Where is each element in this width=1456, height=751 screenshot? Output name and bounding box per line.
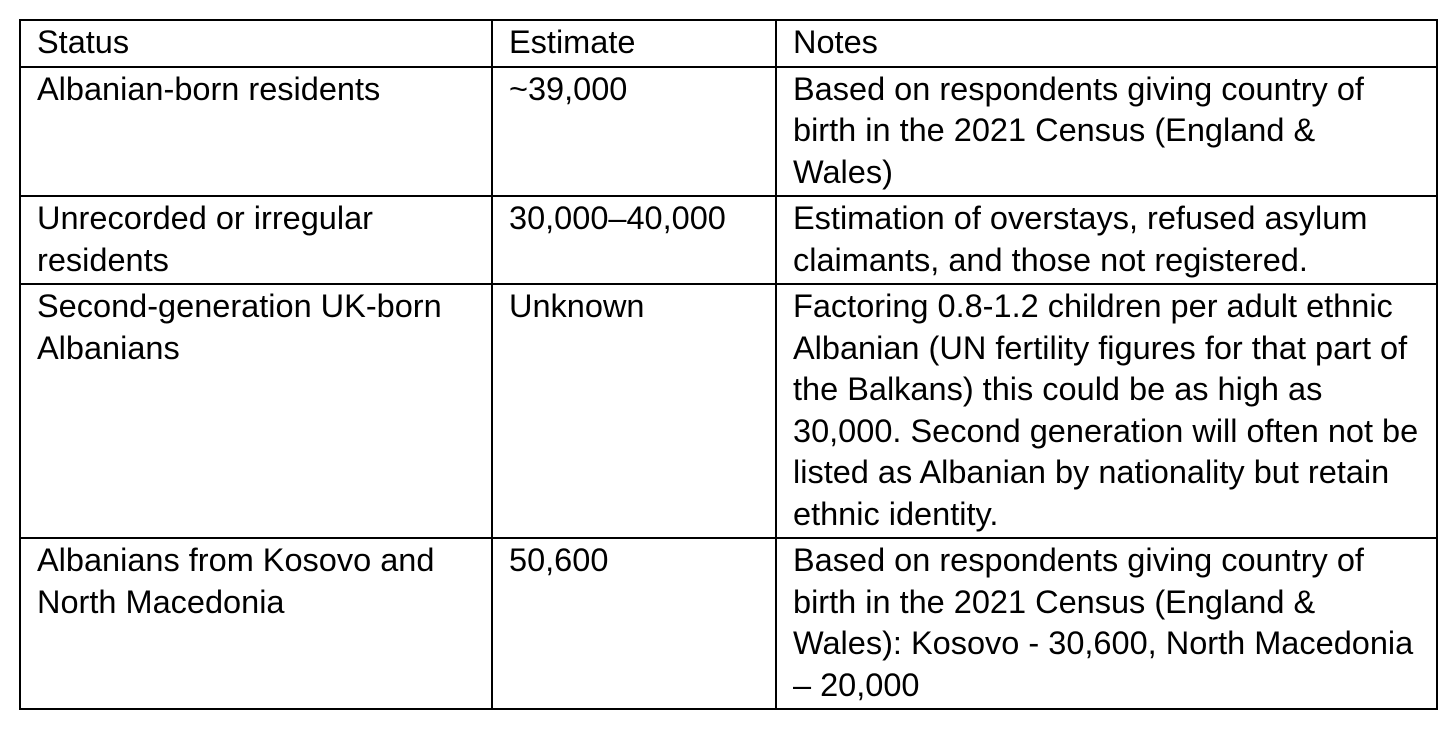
estimate-cell: 50,600 <box>492 538 776 709</box>
table-header <box>20 20 1437 67</box>
estimate-cell: ~39,000 <box>492 67 776 197</box>
table-body <box>20 67 1437 710</box>
table-row <box>20 538 1437 709</box>
table-row <box>20 196 1437 284</box>
notes-cell: Based on respondents giving country of birth in the 2021 Census (England & Wales): Kosovo - 30,600, North Macedonia – 20,000 <box>776 538 1437 709</box>
estimate-cell: 30,000–40,000 <box>492 196 776 284</box>
table-row <box>20 67 1437 197</box>
header-estimate: Estimate <box>492 20 776 67</box>
notes-cell: Factoring 0.8-1.2 children per adult ethnic Albanian (UN fertility figures for that part of the Balkans) this could be as high as 30,000. Second generation will often not be listed as Albanian by nationality but retain ethnic identity. <box>776 284 1437 538</box>
header-status: Status <box>20 20 492 67</box>
estimate-cell: Unknown <box>492 284 776 538</box>
header-notes: Notes <box>776 20 1437 67</box>
notes-cell: Estimation of overstays, refused asylum claimants, and those not registered. <box>776 196 1437 284</box>
status-cell: Second-generation UK-born Albanians <box>20 284 492 538</box>
table-row <box>20 284 1437 538</box>
status-cell: Albanians from Kosovo and North Macedonia <box>20 538 492 709</box>
header-row <box>20 20 1437 67</box>
population-estimates-table <box>19 19 1438 710</box>
notes-cell: Based on respondents giving country of birth in the 2021 Census (England & Wales) <box>776 67 1437 197</box>
status-cell: Albanian-born residents <box>20 67 492 197</box>
status-cell: Unrecorded or irregular residents <box>20 196 492 284</box>
